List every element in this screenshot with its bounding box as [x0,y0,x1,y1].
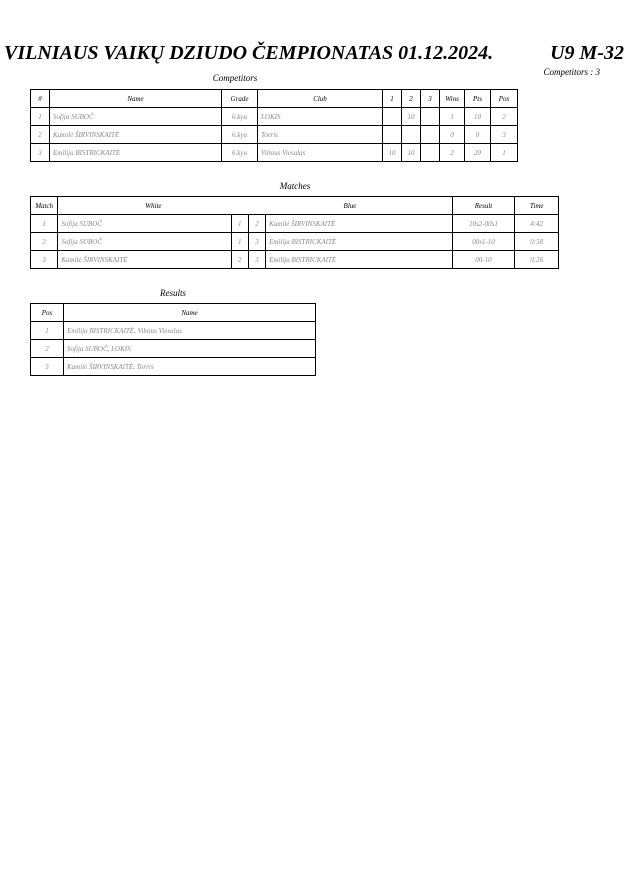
competitor-name: Kamilė ŠIRVINSKAITĖ [50,126,222,144]
match-number: 2 [31,233,58,251]
competitor-points: 20 [465,144,491,162]
competitor-points: 10 [465,108,491,126]
competitors-caption: Competitors [212,73,258,83]
result-name: Sofija SUBOČ, LOKIS [64,340,316,358]
match-time: 0:58 [515,233,559,251]
competitor-club: Vilnius Viesulas [258,144,383,162]
competitor-number: 1 [31,108,50,126]
col-pos: Pos [31,304,64,322]
competitor-position: 2 [491,108,518,126]
match-time: 0:26 [515,251,559,269]
result-position: 1 [31,322,64,340]
blue-fighter: Kamilė ŠIRVINSKAITĖ [266,215,452,233]
table-row [31,340,316,358]
white-fighter: Sofija SUBOČ [58,215,231,233]
bout-score [402,126,421,144]
competitors-header-row [31,90,518,108]
table-row [31,251,559,269]
white-fighter-number: 2 [231,251,248,269]
table-row [31,358,316,376]
competitor-club: LOKIS [258,108,383,126]
bout-score [383,108,402,126]
result-position: 2 [31,340,64,358]
col-bout-1: 1 [383,90,402,108]
white-fighter: Sofija SUBOČ [58,233,231,251]
competitor-name: Sofija SUBOČ [50,108,222,126]
blue-fighter: Emilija BISTRICKAITĖ [266,251,452,269]
championship-title: VILNIAUS VAIKŲ DZIUDO ČEMPIONATAS 01.12.2024. [4,42,494,64]
col-number: # [31,90,50,108]
col-grade: Grade [222,90,258,108]
matches-header-row [31,197,559,215]
col-club: Club [258,90,383,108]
result-name: Emilija BISTRICKAITĖ, Vilnius Viesulas [64,322,316,340]
col-wins: Wins [440,90,465,108]
bout-score [421,144,440,162]
blue-fighter-number: 2 [248,215,265,233]
blue-fighter-number: 3 [248,233,265,251]
col-result: Result [452,197,515,215]
results-caption: Results [160,288,186,298]
blue-fighter-number: 3 [248,251,265,269]
result-name: Kamilė ŠIRVINSKAITĖ, Torris [64,358,316,376]
competitor-number: 2 [31,126,50,144]
bout-score: 10 [402,108,421,126]
results-table [30,303,316,376]
results-header-row [31,304,316,322]
white-fighter: Kamilė ŠIRVINSKAITĖ [58,251,231,269]
competitors-table [30,89,518,162]
competitor-number: 3 [31,144,50,162]
bout-score [421,126,440,144]
competitor-position: 3 [491,126,518,144]
match-number: 3 [31,251,58,269]
matches-table [30,196,559,269]
table-row [31,144,518,162]
competitor-grade: 6.kyu [222,108,258,126]
match-result: 10s2-00s1 [452,215,515,233]
matches-caption: Matches [279,181,311,191]
competitor-club: Torris [258,126,383,144]
col-bout-2: 2 [402,90,421,108]
competitor-wins: 1 [440,108,465,126]
col-blue: Blue [248,197,452,215]
white-fighter-number: 1 [231,215,248,233]
competitor-wins: 2 [440,144,465,162]
match-time: 4:42 [515,215,559,233]
col-match: Match [31,197,58,215]
col-name: Name [50,90,222,108]
competitor-points: 0 [465,126,491,144]
table-row [31,126,518,144]
competitor-grade: 6.kyu [222,126,258,144]
competitor-grade: 6.kyu [222,144,258,162]
weight-category: U9 M-32 [550,42,624,64]
competitors-count: Competitors : 3 [543,67,600,77]
bout-score [421,108,440,126]
competitor-wins: 0 [440,126,465,144]
document-title [4,42,630,68]
bout-score [383,126,402,144]
white-fighter-number: 1 [231,233,248,251]
table-row [31,215,559,233]
col-time: Time [515,197,559,215]
col-name: Name [64,304,316,322]
blue-fighter: Emilija BISTRICKAITĖ [266,233,452,251]
col-position: Pos [491,90,518,108]
match-result: 00s1-10 [452,233,515,251]
competitor-name: Emilija BISTRICKAITĖ [50,144,222,162]
bout-score: 10 [383,144,402,162]
match-number: 1 [31,215,58,233]
table-row [31,233,559,251]
bout-score: 10 [402,144,421,162]
col-bout-3: 3 [421,90,440,108]
result-position: 3 [31,358,64,376]
col-points: Pts [465,90,491,108]
match-result: 00-10 [452,251,515,269]
table-row [31,322,316,340]
col-white: White [58,197,249,215]
table-row [31,108,518,126]
competitor-position: 1 [491,144,518,162]
